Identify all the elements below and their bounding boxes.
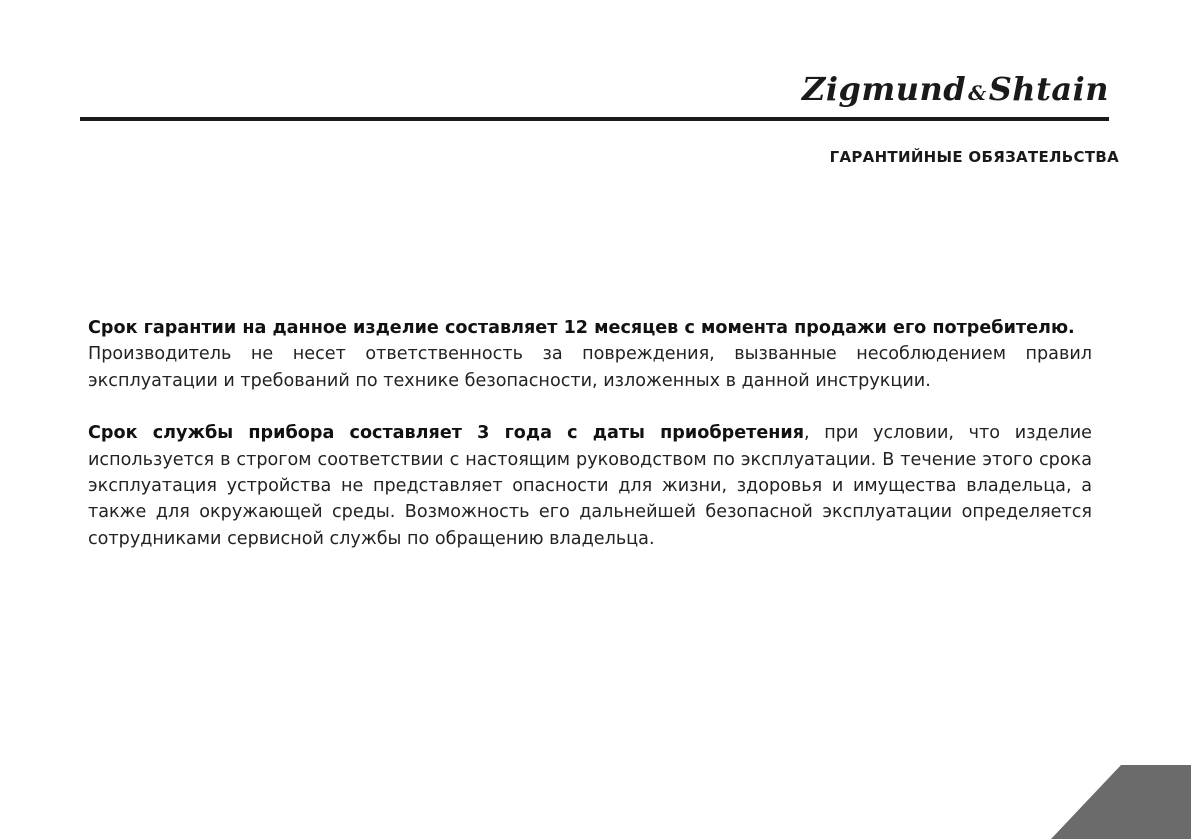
warranty-liability-text: Производитель не несет ответственность за повреждения, вызванные несоблюдением правил эксплуатации и требований по технике безопасности, изложенных в данной инструкции. xyxy=(88,344,1092,391)
section-title: ГАРАНТИЙНЫЕ ОБЯЗАТЕЛЬСТВА xyxy=(829,148,1119,166)
document-body xyxy=(88,315,1092,552)
warranty-paragraph xyxy=(88,315,1092,394)
service-life-paragraph xyxy=(88,420,1092,552)
page-corner-decoration xyxy=(1051,765,1191,839)
service-life-text: , при условии, что изделие используется в строгом соответствии с настоящим руководством по эксплуатации. В течение этого срока эксплуатация устройства не представляет опасности для жизни, здоровья и имущества владельца, а также для окружающей среды. Возможность его дальнейшей безопасной эксплуатации определяется сотрудниками сервисной службы по обращению владельца. xyxy=(88,423,1092,549)
brand-name-part1: Zigmund xyxy=(801,70,967,108)
brand-ampersand: & xyxy=(968,81,987,105)
brand-name-part2: Shtain xyxy=(988,70,1109,108)
brand-logo xyxy=(802,70,1109,108)
service-life-statement: Срок службы прибора составляет 3 года с даты приобретения xyxy=(88,423,805,444)
header-divider xyxy=(80,117,1109,121)
warranty-period-statement: Срок гарантии на данное изделие составляет 12 месяцев с момента продажи его потребителю. xyxy=(88,318,1075,338)
